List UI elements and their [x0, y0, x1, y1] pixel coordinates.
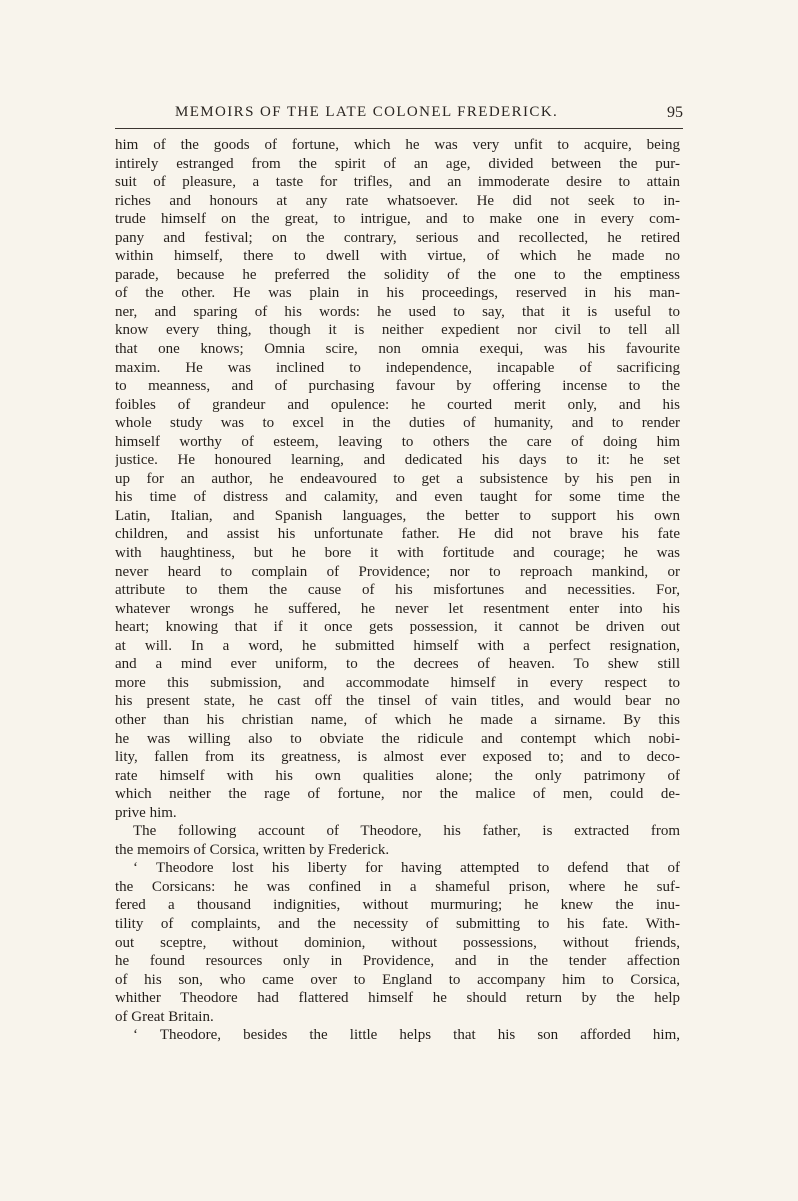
- page-header: [115, 104, 683, 126]
- text-line: his present state, he cast off the tinsel of vain titles, and would bear no: [115, 693, 680, 710]
- text-line: trude himself on the great, to intrigue, and to make one in every com-: [115, 211, 680, 228]
- text-line: foibles of grandeur and opulence: he courted merit only, and his: [115, 396, 680, 413]
- text-line: heart; knowing that if it once gets possession, it cannot be driven out: [115, 619, 680, 636]
- text-line: at will. In a word, he submitted himself with a perfect resignation,: [115, 637, 680, 654]
- text-line: justice. He honoured learning, and dedicated his days to it: he set: [115, 452, 680, 469]
- text-line: within himself, there to dwell with virtue, of which he made no: [115, 248, 680, 265]
- text-line: him of the goods of fortune, which he was very unfit to acquire, being: [115, 137, 680, 153]
- text-line: up for an author, he endeavoured to get a subsistence by his pen in: [115, 470, 680, 487]
- text-line: of his son, who came over to England to accompany him to Corsica,: [115, 971, 680, 988]
- page-number: 95: [667, 104, 683, 121]
- body-text: [115, 136, 680, 1045]
- text-line: fered a thousand indignities, without murmuring; he knew the inu-: [115, 897, 680, 914]
- header-rule: [115, 128, 683, 129]
- text-line: and a mind ever uniform, to the decrees of heaven. To shew still: [115, 656, 680, 673]
- text-line: rate himself with his own qualities alone; the only patrimony of: [115, 767, 680, 784]
- text-line: pany and festival; on the contrary, serious and recollected, he retired: [115, 229, 680, 246]
- text-line: ner, and sparing of his words: he used to say, that it is useful to: [115, 303, 680, 320]
- running-title: MEMOIRS OF THE LATE COLONEL FREDERICK.: [175, 104, 559, 120]
- text-line: maxim. He was inclined to independence, incapable of sacrificing: [115, 359, 680, 376]
- text-line: never heard to complain of Providence; nor to reproach mankind, or: [115, 563, 680, 580]
- text-line: he was willing also to obviate the ridicule and contempt which nobi-: [115, 730, 680, 747]
- text-line: of Great Britain.: [115, 1008, 214, 1025]
- text-line: know every thing, though it is neither expedient nor civil to tell all: [115, 322, 680, 339]
- text-line: suit of pleasure, a taste for trifles, and an immoderate desire to attain: [115, 174, 680, 191]
- text-line: riches and honours at any rate whatsoever. He did not seek to in-: [115, 192, 680, 209]
- text-line: that one knows; Omnia scire, non omnia exequi, was his favourite: [115, 341, 680, 358]
- text-line: lity, fallen from its greatness, is almost ever exposed to; and to deco-: [115, 749, 680, 766]
- text-line: the Corsicans: he was confined in a shameful prison, where he suf-: [115, 878, 680, 895]
- text-line: tility of complaints, and the necessity of submitting to his fate. With-: [115, 915, 680, 932]
- text-line: of the other. He was plain in his proceedings, reserved in his man-: [115, 285, 680, 302]
- text-line: out sceptre, without dominion, without possessions, without friends,: [115, 934, 680, 951]
- text-line: ‘ Theodore, besides the little helps that his son afforded him,: [133, 1027, 680, 1044]
- text-line: whatever wrongs he suffered, he never let resentment enter into his: [115, 600, 680, 617]
- text-line: whole study was to excel in the duties of humanity, and to render: [115, 415, 680, 432]
- text-line: with haughtiness, but he bore it with fortitude and courage; he was: [115, 545, 680, 562]
- text-line: children, and assist his unfortunate father. He did not brave his fate: [115, 526, 680, 543]
- text-line: intirely estranged from the spirit of an age, divided between the pur-: [115, 155, 680, 172]
- text-line: other than his christian name, of which he made a sirname. By this: [115, 711, 680, 728]
- text-line: attribute to them the cause of his misfortunes and necessities. For,: [115, 582, 680, 599]
- text-line: his time of distress and calamity, and even taught for some time the: [115, 489, 680, 506]
- text-line: himself worthy of esteem, leaving to others the care of doing him: [115, 433, 680, 450]
- text-line: to meanness, and of purchasing favour by offering incense to the: [115, 378, 680, 395]
- text-line: prive him.: [115, 804, 177, 821]
- text-line: Latin, Italian, and Spanish languages, the better to support his own: [115, 507, 680, 524]
- text-line: whither Theodore had flattered himself he should return by the help: [115, 990, 680, 1007]
- text-line: parade, because he preferred the solidity of the one to the emptiness: [115, 266, 680, 283]
- text-line: ‘ Theodore lost his liberty for having attempted to defend that of: [133, 860, 680, 877]
- text-line: which neither the rage of fortune, nor the malice of men, could de-: [115, 786, 680, 803]
- text-line: The following account of Theodore, his father, is extracted from: [133, 823, 680, 840]
- text-line: the memoirs of Corsica, written by Frederick.: [115, 841, 390, 858]
- text-line: he found resources only in Providence, and in the tender affection: [115, 953, 680, 970]
- text-line: more this submission, and accommodate himself in every respect to: [115, 674, 680, 691]
